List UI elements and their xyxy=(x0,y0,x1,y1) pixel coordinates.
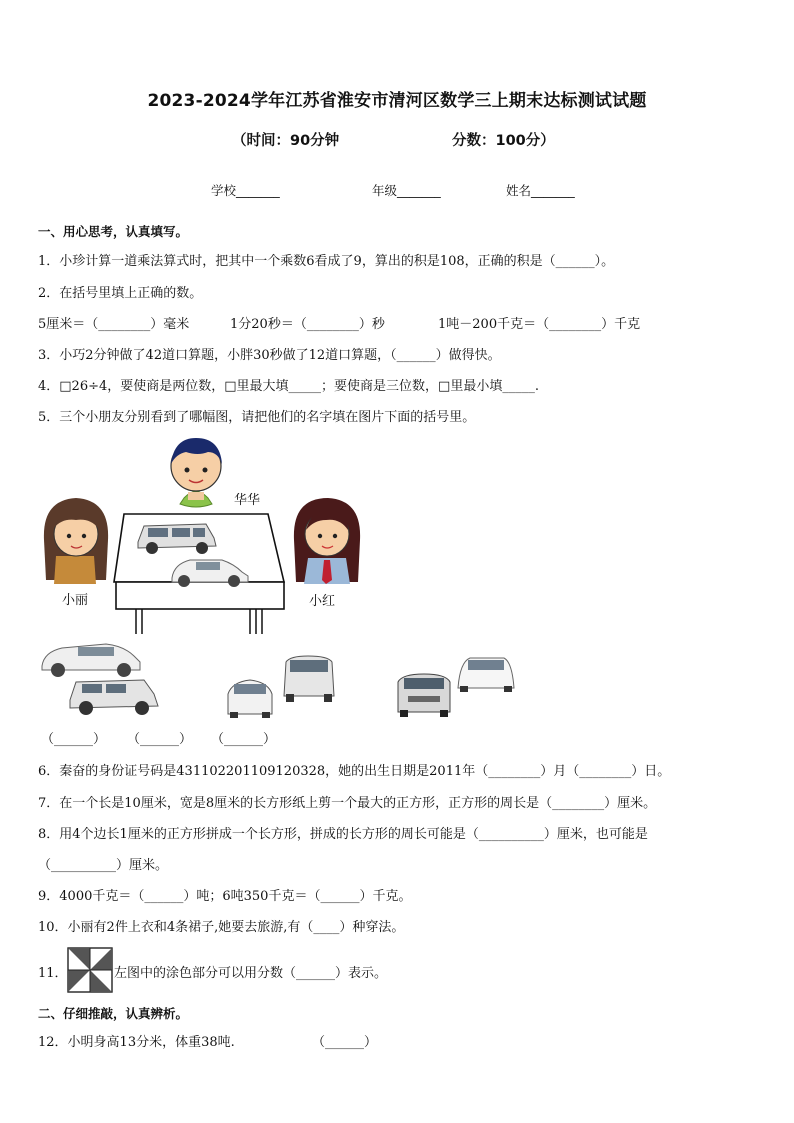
question-4: 4．□26÷4，要使商是两位数，□里最大填_____；要使商是三位数，□里最小填_____. xyxy=(38,379,539,394)
question-9: 9．4000千克＝（______）吨；6吨350千克＝（______）千克。 xyxy=(38,889,412,904)
question-5-blank-3[interactable]: （______） xyxy=(211,732,277,747)
question-8-line-1: 8．用4个边长1厘米的正方形拼成一个长方形，拼成的长方形的周长可能是（__________）厘米，也可能是 xyxy=(38,827,648,842)
option-a-cars xyxy=(42,644,158,715)
question-12: 12．小明身高13分米，体重38吨. xyxy=(38,1035,235,1050)
question-12-blank[interactable]: （______） xyxy=(312,1035,378,1050)
question-11-text: 左图中的涂色部分可以用分数（______）表示。 xyxy=(114,966,388,981)
page-title: 2023-2024学年江苏省淮安市清河区数学三上期末达标测试试题 xyxy=(147,91,647,111)
label-xiaohong: 小红 xyxy=(309,594,336,609)
question-7: 7．在一个长是10厘米，宽是8厘米的长方形纸上剪一个最大的正方形，正方形的周长是（________）厘米。 xyxy=(38,796,657,811)
section-two-heading: 二、仔细推敲，认真辨析。 xyxy=(38,1006,189,1021)
question-5: 5．三个小朋友分别看到了哪幅图，请把他们的名字填在图片下面的括号里。 xyxy=(38,410,476,425)
table-illustration xyxy=(114,514,284,634)
question-1: 1．小珍计算一道乘法算式时，把其中一个乘数6看成了9，算出的积是108，正确的积是（______）。 xyxy=(38,254,615,269)
question-5-figure xyxy=(36,430,556,730)
label-huahua: 华华 xyxy=(234,493,261,508)
question-8-line-2: （__________）厘米。 xyxy=(38,858,169,873)
question-5-blank-1[interactable]: （______） xyxy=(41,732,107,747)
shaded-square-figure xyxy=(67,947,113,993)
question-2a: 5厘米＝（________）毫米 xyxy=(38,317,190,332)
section-one-heading: 一、用心思考，认真填写。 xyxy=(38,224,189,239)
boy-huahua-illustration xyxy=(171,438,222,507)
option-b-cars xyxy=(228,656,334,718)
girl-xiaoli-illustration xyxy=(44,498,108,584)
question-2c: 1吨－200千克＝（________）千克 xyxy=(438,317,641,332)
question-11-number: 11． xyxy=(38,966,68,981)
question-6: 6．秦奋的身份证号码是431102201109120328，她的出生日期是2011年（________）月（________）日。 xyxy=(38,764,671,779)
option-c-cars xyxy=(398,658,514,717)
question-3: 3．小巧2分钟做了42道口算题，小胖30秒做了12道口算题，（______）做得快。 xyxy=(38,348,501,363)
question-10: 10．小丽有2件上衣和4条裙子,她要去旅游,有（____）种穿法。 xyxy=(38,920,405,935)
label-xiaoli: 小丽 xyxy=(62,593,89,608)
question-5-blank-2[interactable]: （______） xyxy=(127,732,193,747)
grade-field[interactable]: 年级_______ xyxy=(372,183,441,198)
question-2: 2．在括号里填上正确的数。 xyxy=(38,286,203,301)
question-2b: 1分20秒＝（________）秒 xyxy=(230,317,385,332)
exam-score: 分数：100分） xyxy=(452,133,555,149)
exam-time: （时间：90分钟 xyxy=(232,133,340,149)
name-field[interactable]: 姓名_______ xyxy=(506,183,575,198)
school-field[interactable]: 学校_______ xyxy=(211,183,280,198)
girl-xiaohong-illustration xyxy=(294,498,360,584)
